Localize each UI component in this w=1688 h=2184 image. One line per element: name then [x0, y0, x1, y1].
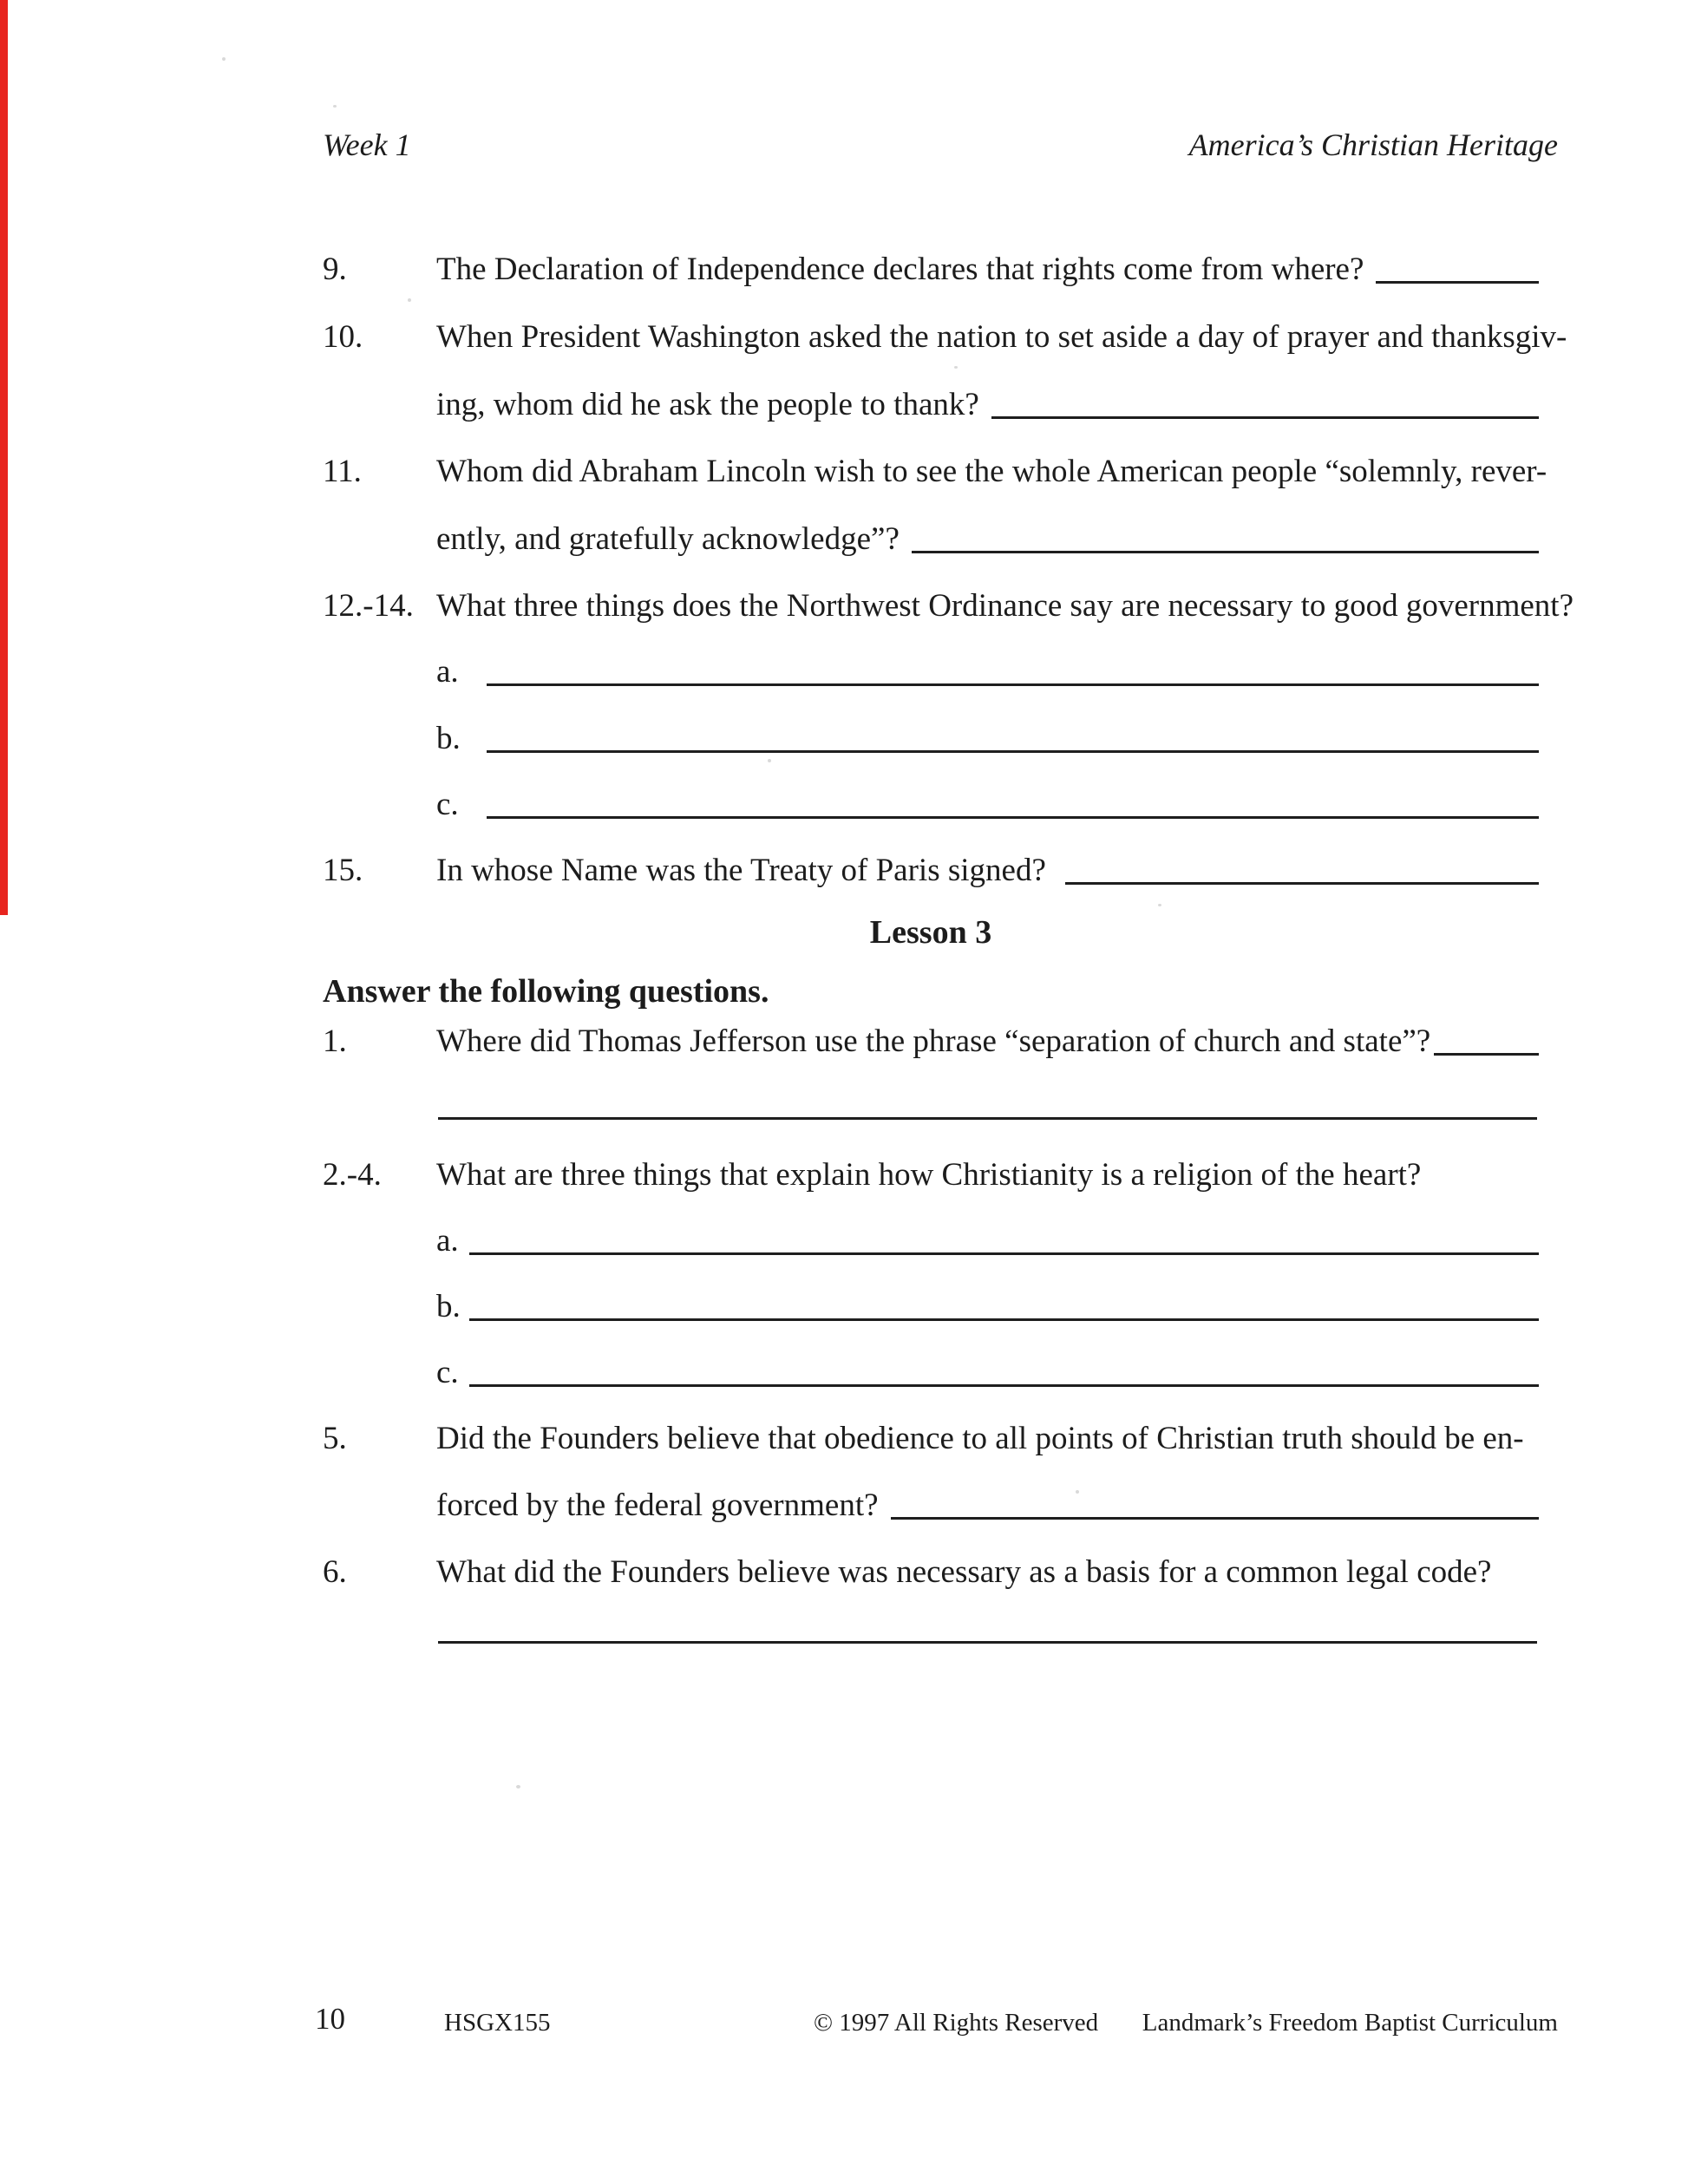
- lesson-3-heading: Lesson 3: [869, 914, 992, 951]
- scan-speck: [1076, 1490, 1079, 1494]
- question-12-14-text: What three things does the Northwest Ordinance say are necessary to good government?: [436, 588, 1574, 624]
- item-a-label: a.: [436, 1223, 459, 1259]
- question-1: [323, 1022, 1539, 1062]
- question-15-text: In whose Name was the Treaty of Paris signed?: [436, 853, 1046, 888]
- question-2-4-text: What are three things that explain how Christianity is a religion of the heart?: [436, 1157, 1422, 1193]
- question-10-number: 10.: [323, 319, 363, 355]
- scan-speck: [1158, 904, 1161, 906]
- question-5-continued: [436, 1486, 1539, 1526]
- scan-edge-stripe: [0, 0, 8, 915]
- item-b-answer-blank: [469, 1318, 1539, 1321]
- header-week-label: Week 1: [323, 128, 411, 162]
- page-number: 10: [315, 2002, 345, 2036]
- question-1-number: 1.: [323, 1023, 347, 1059]
- scan-speck: [954, 366, 958, 369]
- question-5: [323, 1419, 1539, 1459]
- question-15: [323, 851, 1539, 891]
- item-b-label: b.: [436, 1289, 461, 1324]
- item-a-answer-blank: [487, 683, 1539, 686]
- question-12-14-number: 12.-14.: [323, 588, 414, 624]
- question-2-4-item-c: [436, 1353, 1539, 1393]
- question-12-14-item-b: [436, 719, 1539, 759]
- question-2-4: [323, 1155, 1539, 1195]
- question-12-14-item-c: [436, 785, 1539, 825]
- question-9-answer-blank: [1376, 281, 1539, 284]
- scan-speck: [516, 1785, 520, 1788]
- item-a-answer-blank: [469, 1252, 1539, 1255]
- question-2-4-number: 2.-4.: [323, 1157, 382, 1193]
- item-c-label: c.: [436, 1355, 459, 1390]
- item-b-answer-blank: [487, 750, 1539, 753]
- question-1-answer-line: [438, 1117, 1537, 1120]
- question-11-text-line2: ently, and gratefully acknowledge”?: [436, 521, 900, 557]
- question-2-4-item-a: [436, 1221, 1539, 1261]
- item-a-label: a.: [436, 654, 459, 690]
- question-12-14-item-a: [436, 652, 1539, 692]
- scan-speck: [408, 298, 411, 302]
- question-15-answer-blank: [1065, 882, 1539, 885]
- question-6-number: 6.: [323, 1554, 347, 1590]
- question-10-text-line1: When President Washington asked the nation to set aside a day of prayer and thanksgiv-: [436, 319, 1567, 355]
- question-6: [323, 1553, 1539, 1592]
- page-header: [323, 126, 1558, 164]
- footer-code: HSGX155: [444, 2009, 551, 2037]
- question-11-number: 11.: [323, 454, 362, 489]
- question-5-number: 5.: [323, 1421, 347, 1456]
- footer-copyright: © 1997 All Rights Reserved: [814, 2009, 1099, 2037]
- lesson-3-instructions: Answer the following questions.: [323, 973, 769, 1010]
- question-1-text: Where did Thomas Jefferson use the phrase “separation of church and state”?: [436, 1023, 1431, 1059]
- question-9-text: The Declaration of Independence declares that rights come from where?: [436, 252, 1364, 287]
- question-10-text-line2: ing, whom did he ask the people to thank?: [436, 387, 979, 422]
- question-6-text: What did the Founders believe was necessary as a basis for a common legal code?: [436, 1554, 1492, 1590]
- item-c-answer-blank: [487, 816, 1539, 819]
- header-course-title: America’s Christian Heritage: [1188, 128, 1558, 162]
- footer-publisher: Landmark’s Freedom Baptist Curriculum: [1142, 2009, 1558, 2037]
- question-11-text-line1: Whom did Abraham Lincoln wish to see the whole American people “solemnly, rever-: [436, 454, 1547, 489]
- question-1-answer-blank: [1434, 1053, 1539, 1056]
- question-10-answer-blank: [991, 416, 1539, 419]
- question-5-answer-blank: [891, 1517, 1539, 1520]
- item-b-label: b.: [436, 721, 461, 756]
- question-11-answer-blank: [912, 551, 1539, 553]
- question-15-number: 15.: [323, 853, 363, 888]
- scan-speck: [333, 105, 337, 108]
- question-11: [323, 452, 1547, 492]
- question-5-text-line2: forced by the federal government?: [436, 1488, 879, 1523]
- question-9: [323, 250, 1539, 290]
- question-11-continued: [436, 520, 1539, 559]
- question-10: [323, 317, 1567, 357]
- scan-speck: [222, 57, 226, 61]
- question-12-14: [323, 586, 1574, 626]
- question-9-number: 9.: [323, 252, 347, 287]
- question-10-continued: [436, 385, 1539, 425]
- scan-speck: [768, 759, 771, 762]
- item-c-label: c.: [436, 787, 459, 822]
- question-5-text-line1: Did the Founders believe that obedience to all points of Christian truth should be en-: [436, 1421, 1524, 1456]
- item-c-answer-blank: [469, 1384, 1539, 1387]
- question-6-answer-line: [438, 1641, 1537, 1644]
- question-2-4-item-b: [436, 1287, 1539, 1327]
